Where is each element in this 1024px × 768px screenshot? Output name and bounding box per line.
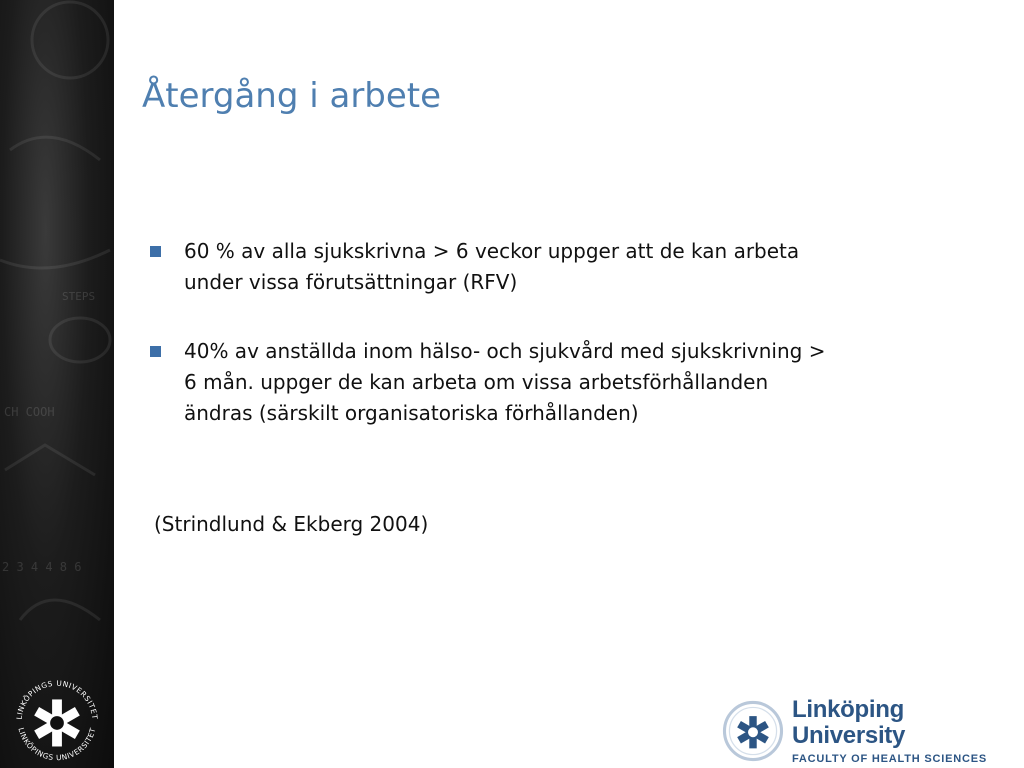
bullet-line: ändras (särskilt organisatoriska förhållanden) [184, 401, 639, 425]
bullet-item [150, 336, 950, 429]
sidebar-pattern [0, 0, 114, 660]
seal-text-bottom: LINKÖPINGS UNIVERSITET [16, 726, 98, 763]
bullet-line: 40% av anställda inom hälso- och sjukvård med sjukskrivning > [184, 339, 826, 363]
bullet-item [150, 236, 950, 298]
sidebar-scribble: STEPS [62, 290, 96, 303]
university-logo-mark-icon [722, 700, 784, 762]
seal-text-top: LINKÖPINGS UNIVERSITET [14, 678, 100, 720]
university-seal [8, 672, 106, 768]
slide-title: Återgång i arbete [142, 76, 442, 116]
sidebar-scribble: 2 3 4 4 8 6 [2, 560, 82, 574]
bullet-list [150, 236, 950, 467]
bullet-line: under vissa förutsättningar (RFV) [184, 270, 518, 294]
logo-name: Linköping University [792, 696, 906, 749]
citation: (Strindlund & Ekberg 2004) [154, 512, 429, 536]
square-bullet-icon [150, 346, 161, 357]
square-bullet-icon [150, 246, 161, 257]
logo-faculty: FACULTY OF HEALTH SCIENCES [792, 753, 987, 765]
bullet-line: 60 % av alla sjukskrivna > 6 veckor uppger att de kan arbeta [184, 239, 800, 263]
bullet-line: 6 mån. uppger de kan arbeta om vissa arbetsförhållanden [184, 370, 769, 394]
sidebar-scribble: CH COOH [4, 405, 55, 419]
decorative-sidebar [0, 0, 114, 768]
university-logo [722, 698, 1012, 764]
